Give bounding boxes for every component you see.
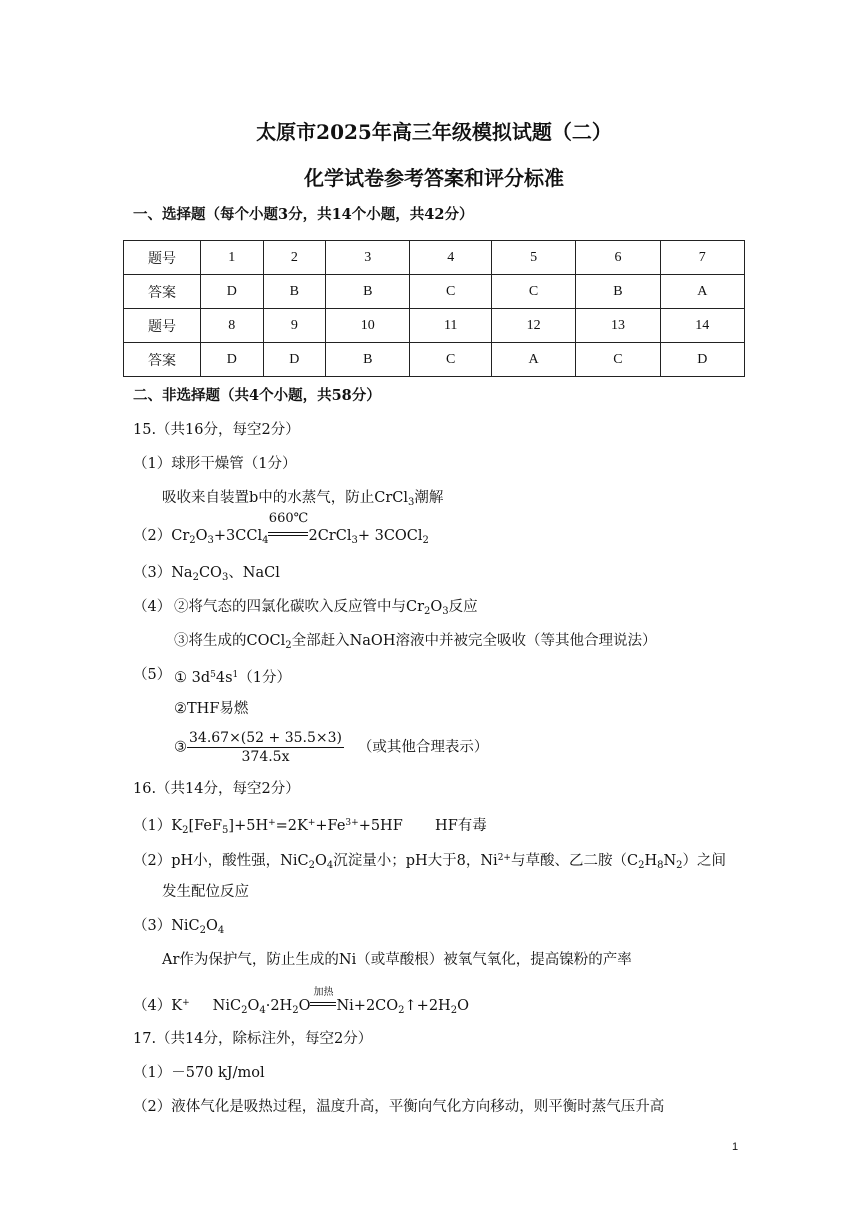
table-cell: 12	[491, 309, 575, 343]
q17-part2: （2）液体气化是吸热过程，温度升高，平衡向气化方向移动，则平衡时蒸气压升高	[133, 1099, 665, 1115]
q16-part3: $(3)NiC_2O_4$	[133, 918, 225, 936]
table-cell: 14	[660, 309, 744, 343]
table-cell: 13	[576, 309, 660, 343]
answer-table	[123, 240, 745, 377]
table-cell: A	[660, 275, 744, 309]
table-cell: B	[326, 343, 410, 377]
q15-heading: 15.（共16分，每空2分）	[133, 422, 300, 438]
q16-part3-reason: Ar作为保护气，防止生成的Ni（或草酸根）被氧气氧化，提高镍粉的产率	[162, 952, 632, 968]
table-cell: C	[410, 343, 491, 377]
table-row-header: 题号	[124, 309, 201, 343]
table-cell: A	[491, 343, 575, 377]
table-row-header: 答案	[124, 343, 201, 377]
table-row	[124, 241, 745, 275]
table-cell: D	[263, 343, 326, 377]
table-cell: C	[491, 275, 575, 309]
table-cell: D	[201, 343, 264, 377]
q15-part5-label: （5）	[133, 667, 172, 683]
q17-part1: （1）－570 kJ/mol	[133, 1065, 265, 1081]
table-cell: D	[660, 343, 744, 377]
q15-part4-step3: ③将生成的COCl$_2$全部赶入NaOH溶液中并被完全吸收（等其他合理说法）	[174, 633, 657, 651]
table-cell: 8	[201, 309, 264, 343]
table-cell: 3	[326, 241, 410, 275]
table-row	[124, 275, 745, 309]
table-row-header: 答案	[124, 275, 201, 309]
page-title: 太原市2025年高三年级模拟试题（二）	[256, 120, 612, 144]
q15-part2-equation: $(2)Cr_2O_3+3CCl_4$ 660℃ 2CrCl$_3$+ 3COCl$_2$	[133, 511, 429, 546]
q15-part1: （1）球形干燥管（1分）	[133, 456, 297, 472]
q16-part2: （2）pH小，酸性强，$NiC_2O_4$沉淀量小；pH大于8，$Ni^{2+}$与草酸、乙二胺$(C_2H_8N_2)$之间	[133, 853, 727, 871]
q16-part1: $(1)K_2[FeF_5]+5H^+=2K^++Fe^{3+}+5HF$ HF有毒	[133, 818, 487, 836]
table-cell: C	[576, 343, 660, 377]
table-cell: 11	[410, 309, 491, 343]
table-row-header: 题号	[124, 241, 201, 275]
q15-part5-formula: ③ $\frac{34.67\times(52 + 35.5\times 3)}{374.5x}$ （或其他合理表示）	[174, 730, 489, 765]
q16-heading: 16.（共14分，每空2分）	[133, 781, 300, 797]
reaction-condition: 660℃	[268, 526, 308, 546]
q15-part3: $(3)Na_2CO_3$、NaCl	[133, 565, 280, 583]
q16-part4: （4）K+ $NiC_2O_4\cdot 2H_2O$ 加热 $Ni+2CO_2↑+2H_2O$	[133, 987, 469, 1016]
table-cell: 4	[410, 241, 491, 275]
page-number: 1	[732, 1141, 739, 1153]
table-cell: C	[410, 275, 491, 309]
table-cell: 10	[326, 309, 410, 343]
table-cell: 5	[491, 241, 575, 275]
q15-part5-thf: ②THF易燃	[174, 701, 249, 717]
q15-part1-reason: 吸收来自装置b中的水蒸气，防止CrCl$_3$潮解	[162, 490, 444, 508]
q15-part5-config: ① $3d^54s^1(1$分）	[174, 670, 291, 686]
section-1-heading: 一、选择题（每个小题3分，共14个小题，共42分）	[133, 206, 474, 223]
heating-condition: 加热	[310, 996, 336, 1016]
page-subtitle: 化学试卷参考答案和评分标准	[304, 166, 564, 190]
table-cell: B	[576, 275, 660, 309]
q16-part2-cont: 发生配位反应	[162, 884, 249, 900]
table-cell: 1	[201, 241, 264, 275]
q17-heading: 17.（共14分，除标注外，每空2分）	[133, 1031, 373, 1047]
table-cell: 7	[660, 241, 744, 275]
table-cell: D	[201, 275, 264, 309]
table-row	[124, 343, 745, 377]
table-cell: 6	[576, 241, 660, 275]
table-cell: B	[326, 275, 410, 309]
table-cell: 2	[263, 241, 326, 275]
table-row	[124, 309, 745, 343]
table-cell: B	[263, 275, 326, 309]
q15-part4-step2: ②将气态的四氯化碳吹入反应管中与$Cr_2O_3$反应	[174, 599, 478, 617]
table-cell: 9	[263, 309, 326, 343]
section-2-heading: 二、非选择题（共4个小题，共58分）	[133, 387, 381, 404]
fraction-expression: $\frac{34.67\times(52 + 35.5\times 3)}{374.5x}$	[189, 730, 342, 765]
q15-part4-label: （4）	[133, 599, 172, 615]
